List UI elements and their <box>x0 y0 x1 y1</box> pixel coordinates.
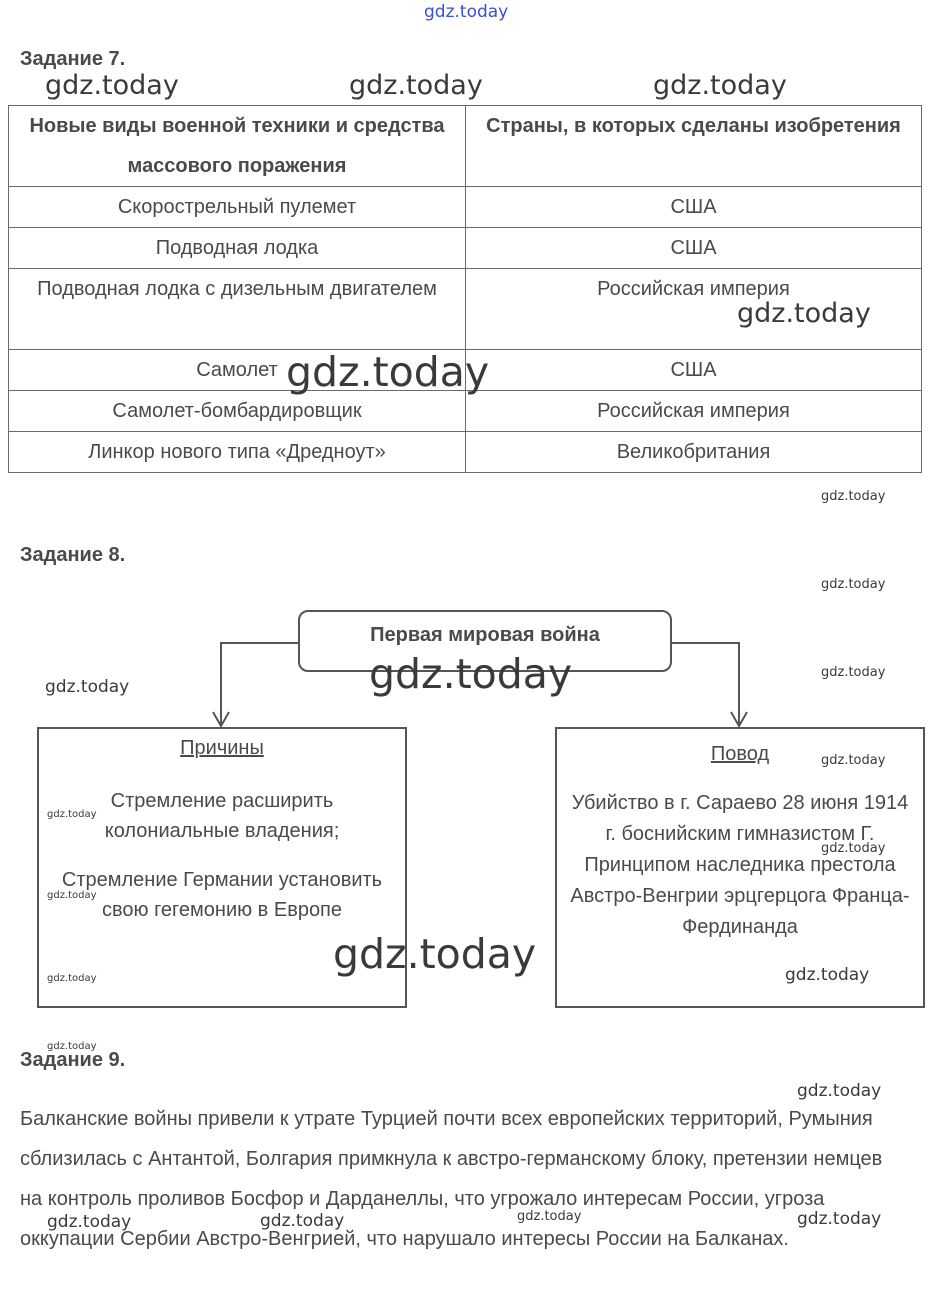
watermark: gdz.today <box>333 930 537 978</box>
table-cell: США <box>466 187 922 228</box>
table-cell: Скорострельный пулемет <box>9 187 466 228</box>
causes-title: Причины <box>180 737 264 759</box>
watermark: gdz.today <box>821 753 886 768</box>
column-header-weapons: Новые виды военной техники и средства массового поражения <box>9 106 466 187</box>
watermark: gdz.today <box>47 1212 132 1232</box>
watermark: gdz.today <box>47 809 97 820</box>
arrow-to-causes <box>221 643 298 724</box>
watermark: gdz.today <box>785 965 870 985</box>
table-cell: Самолет <box>9 350 466 391</box>
watermark: gdz.today <box>47 1041 97 1052</box>
watermark: gdz.today <box>797 1209 882 1229</box>
watermark: gdz.today <box>797 1081 882 1101</box>
table-cell: Великобритания <box>466 432 922 473</box>
watermark: gdz.today <box>45 70 179 101</box>
watermark: gdz.today <box>737 298 871 329</box>
central-title: Первая мировая война <box>370 624 600 646</box>
table-cell: Подводная лодка с дизельным двигателем <box>9 269 466 350</box>
cause-item: Стремление Германии установить свою гегемонию в Европе <box>61 869 383 921</box>
table-cell: США <box>466 350 922 391</box>
watermark: gdz.today <box>821 665 886 680</box>
table-cell: США <box>466 228 922 269</box>
watermark: gdz.today <box>286 348 490 396</box>
table-cell: Российская империя <box>466 269 922 350</box>
watermark: gdz.today <box>424 2 509 22</box>
task9-heading: Задание 9. <box>20 1049 126 1071</box>
watermark: gdz.today <box>653 70 787 101</box>
watermark: gdz.today <box>260 1211 345 1231</box>
table-cell: Подводная лодка <box>9 228 466 269</box>
watermark: gdz.today <box>369 650 573 698</box>
task9-text: Балканские войны привели к утрате Турцией почти всех европейских территорий, Румыния сблизилась с Антантой, Болгария примкнула к австро-германскому блоку, претензии немцев на контроль проливов Босфор и Дарданеллы, что угрожало интересам России, угроза оккупации Сербии Австро-Венгрией, что нарушало интересы России на Балканах. <box>20 1108 883 1250</box>
table-cell: Российская империя <box>466 391 922 432</box>
watermark: gdz.today <box>821 577 886 592</box>
table-cell: Линкор нового типа «Дредноут» <box>9 432 466 473</box>
task8-heading: Задание 8. <box>20 544 126 566</box>
watermark: gdz.today <box>517 1209 582 1224</box>
watermark: gdz.today <box>47 890 97 901</box>
task7-heading: Задание 7. <box>20 48 126 70</box>
pretext-box <box>555 727 925 1008</box>
arrow-to-pretext <box>670 643 739 724</box>
pretext-text: Убийство в г. Сараево 28 июня 1914 г. боснийским гимназистом Г. Принципом наследника престола Австро-Венгрии эрцгерцога Франца-Фердинанда <box>570 792 910 938</box>
watermark: gdz.today <box>821 489 886 504</box>
watermark: gdz.today <box>45 677 130 697</box>
watermark: gdz.today <box>821 841 886 856</box>
watermark: gdz.today <box>349 70 483 101</box>
cause-item: Стремление расширить колониальные владения; <box>104 790 340 842</box>
watermark: gdz.today <box>47 973 97 984</box>
column-header-countries: Страны, в которых сделаны изобретения <box>466 106 922 187</box>
table-cell: Самолет-бомбардировщик <box>9 391 466 432</box>
pretext-title: Повод <box>710 743 770 765</box>
